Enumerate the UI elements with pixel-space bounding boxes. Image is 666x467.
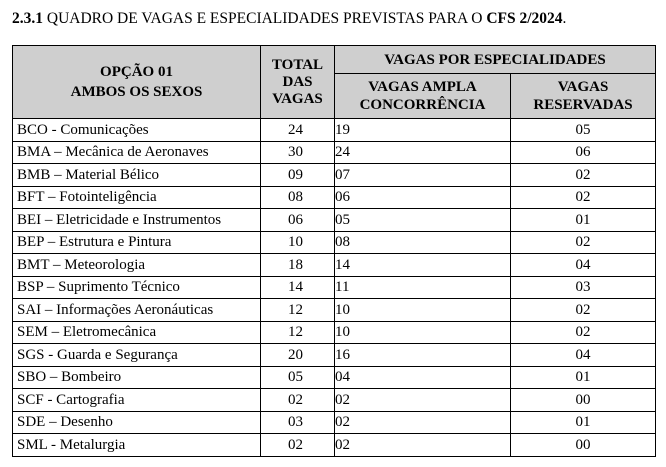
table-row bbox=[13, 344, 656, 367]
specialty-cell: BMA – Mecânica de Aeronaves bbox=[13, 141, 261, 164]
table-row bbox=[13, 141, 656, 164]
total-header-line1: TOTAL bbox=[271, 56, 324, 73]
table-row bbox=[13, 231, 656, 254]
reserved-cell: 01 bbox=[511, 411, 656, 434]
reserved-cell: 01 bbox=[511, 366, 656, 389]
table-body bbox=[13, 119, 656, 457]
specialties-group-header: VAGAS POR ESPECIALIDADES bbox=[335, 46, 656, 74]
exam-name: CFS 2/2024 bbox=[486, 10, 563, 27]
specialty-cell: SCF - Cartografia bbox=[13, 389, 261, 412]
reserved-cell: 00 bbox=[511, 389, 656, 412]
total-cell: 14 bbox=[261, 276, 335, 299]
vacancies-table bbox=[12, 45, 656, 457]
ampla-header bbox=[335, 74, 511, 119]
reserved-cell: 02 bbox=[511, 164, 656, 187]
reserved-cell: 02 bbox=[511, 299, 656, 322]
total-cell: 20 bbox=[261, 344, 335, 367]
total-cell: 10 bbox=[261, 231, 335, 254]
total-cell: 24 bbox=[261, 119, 335, 142]
reserved-header-line1: VAGAS bbox=[557, 79, 609, 95]
specialty-cell: BMB – Material Bélico bbox=[13, 164, 261, 187]
table-row bbox=[13, 119, 656, 142]
ampla-cell: 05 bbox=[335, 209, 511, 232]
table-row bbox=[13, 299, 656, 322]
ampla-cell: 10 bbox=[335, 321, 511, 344]
specialty-cell: SML - Metalurgia bbox=[13, 434, 261, 457]
specialty-cell: SBO – Bombeiro bbox=[13, 366, 261, 389]
specialty-cell: SAI – Informações Aeronáuticas bbox=[13, 299, 261, 322]
ampla-cell: 14 bbox=[335, 254, 511, 277]
reserved-cell: 02 bbox=[511, 321, 656, 344]
ampla-cell: 06 bbox=[335, 186, 511, 209]
total-cell: 18 bbox=[261, 254, 335, 277]
specialty-cell: BEI – Eletricidade e Instrumentos bbox=[13, 209, 261, 232]
reserved-cell: 04 bbox=[511, 344, 656, 367]
ampla-cell: 11 bbox=[335, 276, 511, 299]
ampla-cell: 24 bbox=[335, 141, 511, 164]
ampla-cell: 10 bbox=[335, 299, 511, 322]
table-row bbox=[13, 411, 656, 434]
ampla-cell: 07 bbox=[335, 164, 511, 187]
total-header bbox=[261, 46, 335, 119]
reserved-cell: 01 bbox=[511, 209, 656, 232]
table-row bbox=[13, 321, 656, 344]
section-number: 2.3.1 bbox=[12, 10, 43, 27]
ampla-header-line2: CONCORRÊNCIA bbox=[359, 97, 486, 113]
total-header-line2: DAS bbox=[282, 73, 313, 90]
total-cell: 12 bbox=[261, 299, 335, 322]
ampla-cell: 02 bbox=[335, 389, 511, 412]
table-row bbox=[13, 164, 656, 187]
ampla-cell: 16 bbox=[335, 344, 511, 367]
specialty-cell: BCO - Comunicações bbox=[13, 119, 261, 142]
reserved-cell: 02 bbox=[511, 186, 656, 209]
table-row bbox=[13, 389, 656, 412]
ampla-cell: 19 bbox=[335, 119, 511, 142]
specialty-cell: BMT – Meteorologia bbox=[13, 254, 261, 277]
table-row bbox=[13, 186, 656, 209]
table-row bbox=[13, 276, 656, 299]
table-row bbox=[13, 209, 656, 232]
specialty-cell: SEM – Eletromecânica bbox=[13, 321, 261, 344]
reserved-header bbox=[511, 74, 656, 119]
reserved-cell: 06 bbox=[511, 141, 656, 164]
section-title: QUADRO DE VAGAS E ESPECIALIDADES PREVISTAS PARA O bbox=[43, 10, 487, 27]
reserved-header-line2: RESERVADAS bbox=[533, 97, 633, 113]
total-cell: 05 bbox=[261, 366, 335, 389]
ampla-cell: 04 bbox=[335, 366, 511, 389]
ampla-header-line1: VAGAS AMPLA bbox=[368, 79, 477, 95]
total-header-line3: VAGAS bbox=[272, 90, 323, 107]
ampla-cell: 02 bbox=[335, 434, 511, 457]
reserved-cell: 05 bbox=[511, 119, 656, 142]
total-cell: 02 bbox=[261, 434, 335, 457]
ampla-cell: 08 bbox=[335, 231, 511, 254]
specialty-cell: BEP – Estrutura e Pintura bbox=[13, 231, 261, 254]
option-header-line1: OPÇÃO 01 bbox=[100, 64, 173, 80]
reserved-cell: 03 bbox=[511, 276, 656, 299]
total-cell: 09 bbox=[261, 164, 335, 187]
total-cell: 06 bbox=[261, 209, 335, 232]
reserved-cell: 04 bbox=[511, 254, 656, 277]
reserved-cell: 02 bbox=[511, 231, 656, 254]
total-cell: 12 bbox=[261, 321, 335, 344]
total-cell: 30 bbox=[261, 141, 335, 164]
total-cell: 08 bbox=[261, 186, 335, 209]
table-row bbox=[13, 434, 656, 457]
table-header bbox=[13, 46, 656, 119]
ampla-cell: 02 bbox=[335, 411, 511, 434]
specialty-cell: SGS - Guarda e Segurança bbox=[13, 344, 261, 367]
option-header-line2: AMBOS OS SEXOS bbox=[70, 84, 203, 100]
specialty-cell: BFT – Fotointeligência bbox=[13, 186, 261, 209]
total-cell: 02 bbox=[261, 389, 335, 412]
total-cell: 03 bbox=[261, 411, 335, 434]
table-row bbox=[13, 254, 656, 277]
table-row bbox=[13, 366, 656, 389]
heading-period: . bbox=[562, 10, 567, 27]
specialty-cell: SDE – Desenho bbox=[13, 411, 261, 434]
option-header bbox=[13, 46, 261, 119]
reserved-cell: 00 bbox=[511, 434, 656, 457]
section-heading bbox=[12, 10, 566, 28]
specialty-cell: BSP – Suprimento Técnico bbox=[13, 276, 261, 299]
